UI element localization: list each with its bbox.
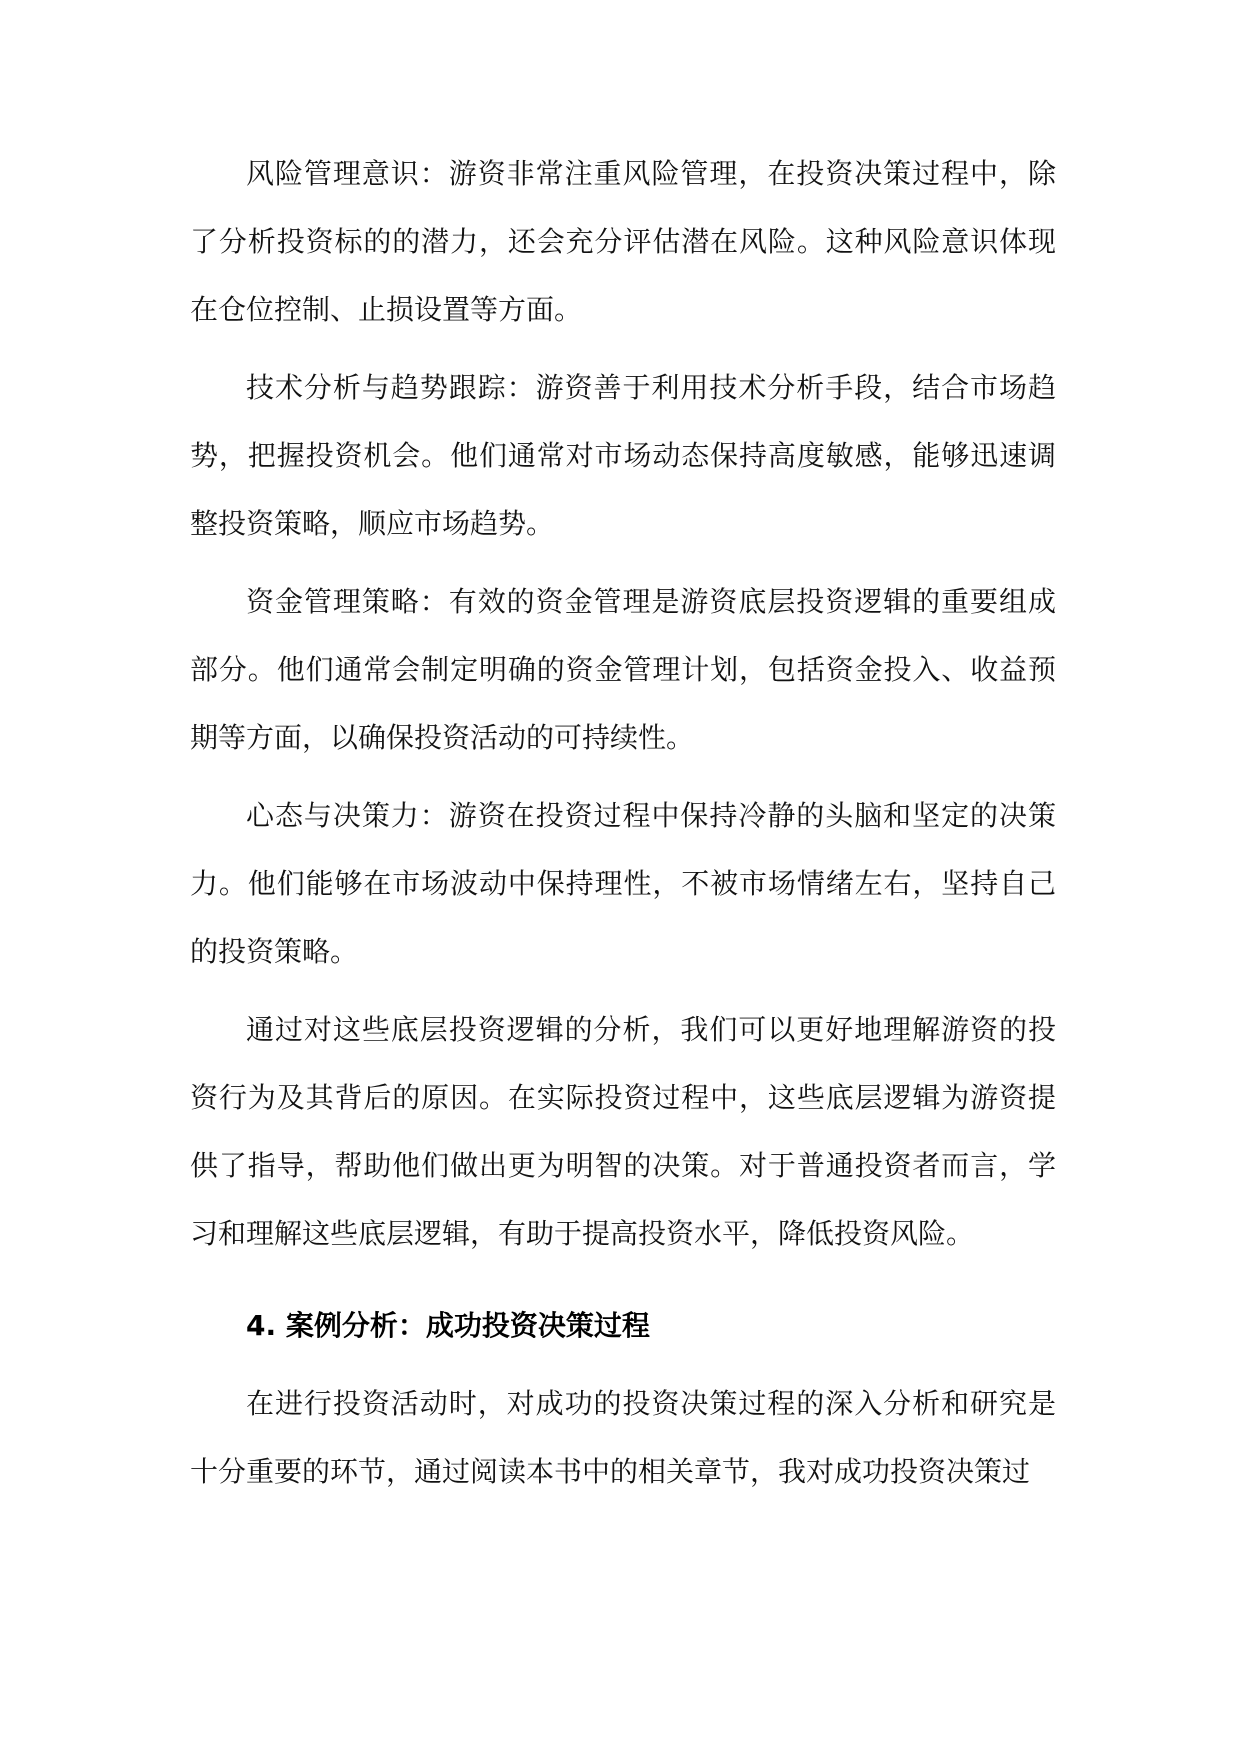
paragraph-technical-analysis: 技术分析与趋势跟踪：游资善于利用技术分析手段，结合市场趋势，把握投资机会。他们通常对市场动态保持高度敏感，能够迅速调整投资策略，顺应市场趋势。 <box>190 371 1056 540</box>
document-body <box>190 140 1056 1516</box>
paragraph-capital-management: 资金管理策略：有效的资金管理是游资底层投资逻辑的重要组成部分。他们通常会制定明确的资金管理计划，包括资金投入、收益预期等方面，以确保投资活动的可持续性。 <box>190 585 1056 754</box>
paragraph-case-intro: 在进行投资活动时，对成功的投资决策过程的深入分析和研究是十分重要的环节，通过阅读本书中的相关章节，我对成功投资决策过 <box>190 1387 1056 1488</box>
paragraph-risk-management: 风险管理意识：游资非常注重风险管理，在投资决策过程中，除了分析投资标的的潜力，还会充分评估潜在风险。这种风险意识体现在仓位控制、止损设置等方面。 <box>190 157 1056 326</box>
section-heading: 4. 案例分析：成功投资决策过程 <box>246 1309 650 1342</box>
paragraph-mindset-decision: 心态与决策力：游资在投资过程中保持冷静的头脑和坚定的决策力。他们能够在市场波动中保持理性，不被市场情绪左右，坚持自己的投资策略。 <box>190 799 1056 968</box>
paragraph-summary: 通过对这些底层投资逻辑的分析，我们可以更好地理解游资的投资行为及其背后的原因。在实际投资过程中，这些底层逻辑为游资提供了指导，帮助他们做出更为明智的决策。对于普通投资者而言，学习和理解这些底层逻辑，有助于提高投资水平，降低投资风险。 <box>190 1013 1056 1250</box>
